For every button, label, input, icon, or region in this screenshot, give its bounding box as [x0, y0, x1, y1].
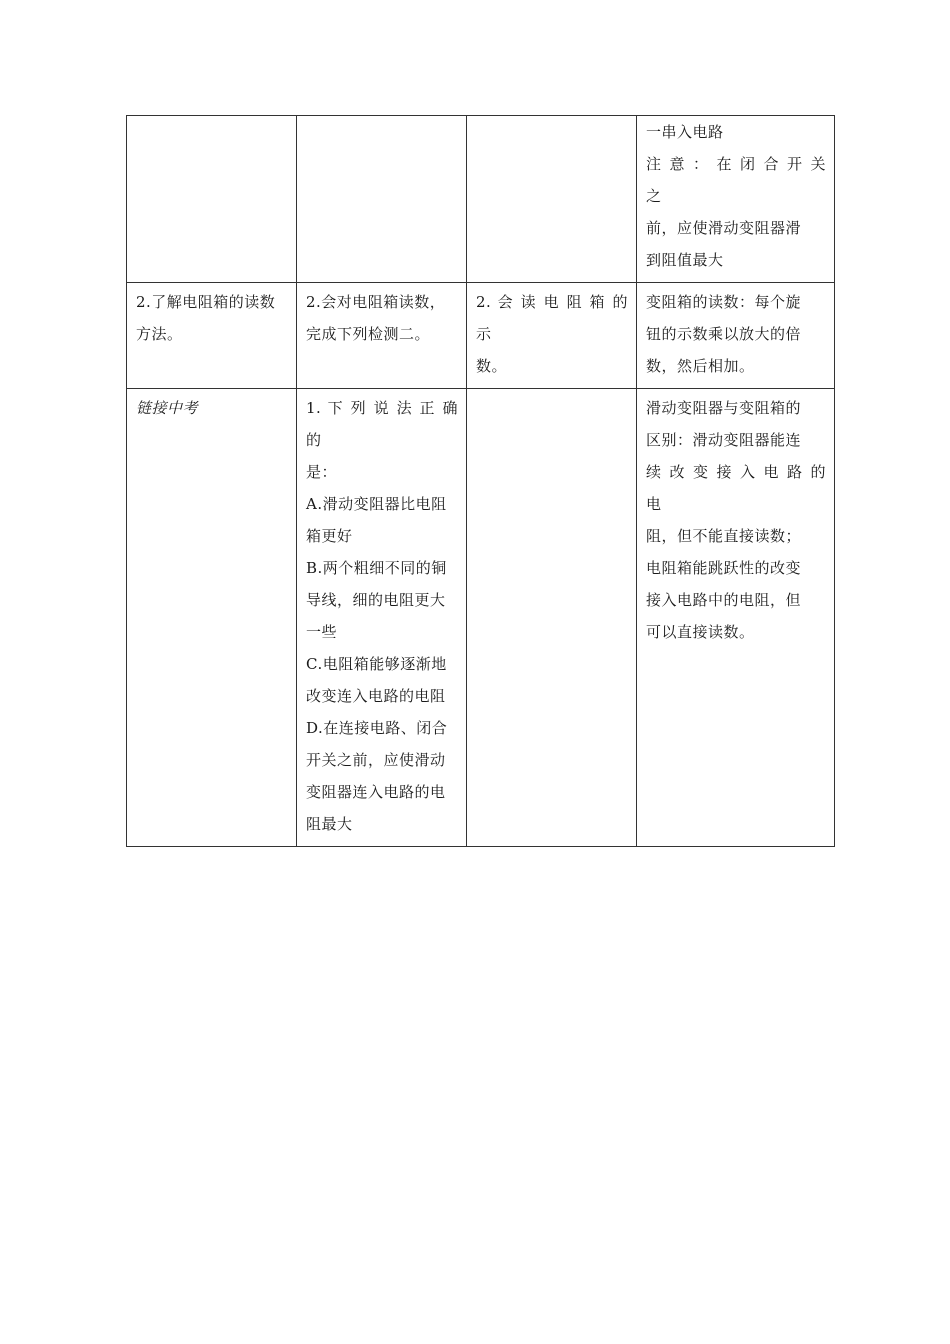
cell-line: 1. 下 列 说 法 正 确 的: [306, 399, 458, 449]
cell-line: 是：: [306, 463, 338, 481]
cell-line: 滑动变阻器与变阻箱的: [646, 399, 802, 417]
table-cell: [467, 389, 637, 847]
cell-line: 2. 会 读 电 阻 箱 的 示: [476, 293, 628, 343]
cell-line: 阻最大: [306, 815, 353, 833]
table-cell-note: [637, 283, 835, 389]
cell-line: 2.会对电阻箱读数，: [306, 293, 446, 311]
lesson-table: [126, 115, 835, 847]
cell-line: 钮的示数乘以放大的倍: [646, 325, 802, 343]
table-cell-note: [637, 116, 835, 283]
cell-line: 前，应使滑动变阻器滑: [646, 219, 802, 237]
cell-line: 2.了解电阻箱的读数: [136, 293, 276, 311]
section-label: 链接中考: [136, 399, 199, 417]
cell-line: A.滑动变阻器比电阻: [306, 495, 447, 513]
cell-line: 电阻箱能跳跃性的改变: [646, 559, 802, 577]
table-cell-heading: [127, 389, 297, 847]
table-cell: [127, 116, 297, 283]
cell-line: 可以直接读数。: [646, 623, 755, 641]
table-cell-task: [297, 283, 467, 389]
cell-line: 开关之前，应使滑动: [306, 751, 446, 769]
cell-line: 数，然后相加。: [646, 357, 755, 375]
cell-line: 到阻值最大: [646, 251, 724, 269]
table-cell: [467, 116, 637, 283]
cell-line: 改变连入电路的电阻: [306, 687, 446, 705]
cell-line: B.两个粗细不同的铜: [306, 559, 447, 577]
table-cell-note: [637, 389, 835, 847]
table-row: [127, 116, 835, 283]
cell-line: 区别：滑动变阻器能连: [646, 431, 802, 449]
cell-line: C.电阻箱能够逐渐地: [306, 655, 447, 673]
cell-line: 接入电路中的电阻，但: [646, 591, 802, 609]
cell-line: 变阻箱的读数：每个旋: [646, 293, 802, 311]
cell-line: 导线，细的电阻更大: [306, 591, 446, 609]
cell-line: 续 改 变 接 入 电 路 的 电: [646, 463, 826, 513]
cell-line: D.在连接电路、闭合: [306, 719, 448, 737]
table-cell-question: [297, 389, 467, 847]
table-cell: [297, 116, 467, 283]
cell-line: 一些: [306, 623, 338, 641]
cell-line: 注 意 ： 在 闭 合 开 关 之: [646, 155, 826, 205]
cell-line: 一串入电路: [646, 123, 724, 141]
table-row: [127, 283, 835, 389]
table-cell-skill: [467, 283, 637, 389]
table-row: [127, 389, 835, 847]
cell-line: 完成下列检测二。: [306, 325, 431, 343]
cell-line: 阻，但不能直接读数；: [646, 527, 802, 545]
cell-line: 箱更好: [306, 527, 353, 545]
table-cell-objective: [127, 283, 297, 389]
cell-line: 方法。: [136, 325, 183, 343]
cell-line: 变阻器连入电路的电: [306, 783, 446, 801]
cell-line: 数。: [476, 357, 508, 375]
